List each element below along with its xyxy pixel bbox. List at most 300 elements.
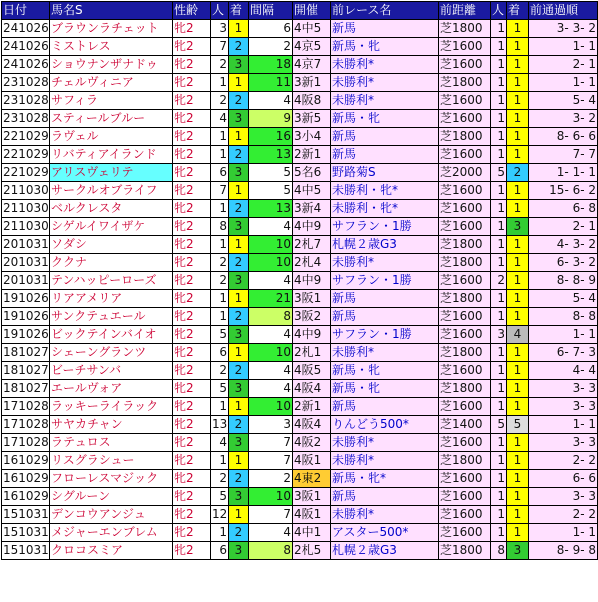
table-row bbox=[2, 290, 598, 308]
header-prev-race: 前レース名 bbox=[331, 2, 439, 20]
header-date: 日付 bbox=[2, 2, 50, 20]
cell-prev-race: サフラン・1勝 bbox=[331, 272, 439, 290]
cell-horse: シゲルイワイザケ bbox=[50, 218, 173, 236]
cell-interval: 3 bbox=[249, 416, 293, 434]
cell-prev-finish: 1 bbox=[507, 74, 529, 92]
cell-prev-race: 新馬 bbox=[331, 128, 439, 146]
cell-prev-passing: 1- 1- 1 bbox=[529, 164, 598, 182]
cell-meeting: 4中5 bbox=[293, 182, 331, 200]
cell-date: 181027 bbox=[2, 344, 50, 362]
cell-prev-race: 未勝利* bbox=[331, 92, 439, 110]
cell-finish: 1 bbox=[229, 398, 249, 416]
cell-horse: サヤカチャン bbox=[50, 416, 173, 434]
cell-horse: シグルーン bbox=[50, 488, 173, 506]
header-meeting: 開催 bbox=[293, 2, 331, 20]
cell-finish: 1 bbox=[229, 74, 249, 92]
table-row bbox=[2, 434, 598, 452]
cell-prev-passing: 4- 4 bbox=[529, 362, 598, 380]
cell-meeting: 4阪4 bbox=[293, 380, 331, 398]
cell-prev-popularity: 1 bbox=[491, 128, 507, 146]
cell-popularity: 1 bbox=[211, 452, 229, 470]
cell-date: 151031 bbox=[2, 524, 50, 542]
cell-prev-finish: 1 bbox=[507, 290, 529, 308]
cell-meeting: 3阪1 bbox=[293, 488, 331, 506]
cell-horse: テンハッピーローズ bbox=[50, 272, 173, 290]
cell-prev-race: 新馬・牝* bbox=[331, 470, 439, 488]
cell-date: 231028 bbox=[2, 92, 50, 110]
cell-prev-passing: 6- 6 bbox=[529, 470, 598, 488]
cell-prev-popularity: 1 bbox=[491, 218, 507, 236]
cell-meeting: 4京7 bbox=[293, 56, 331, 74]
cell-prev-popularity: 1 bbox=[491, 344, 507, 362]
cell-interval: 7 bbox=[249, 452, 293, 470]
table-row bbox=[2, 380, 598, 398]
cell-sex-age: 牝2 bbox=[173, 182, 211, 200]
cell-interval: 11 bbox=[249, 74, 293, 92]
cell-prev-popularity: 1 bbox=[491, 182, 507, 200]
cell-prev-race: アスター500* bbox=[331, 524, 439, 542]
cell-finish: 3 bbox=[229, 218, 249, 236]
cell-horse: ベルクレスタ bbox=[50, 200, 173, 218]
cell-meeting: 4京5 bbox=[293, 38, 331, 56]
cell-prev-passing: 3- 3 bbox=[529, 380, 598, 398]
table-row bbox=[2, 398, 598, 416]
cell-sex-age: 牝2 bbox=[173, 200, 211, 218]
header-horse: 馬名S bbox=[50, 2, 173, 20]
cell-prev-finish: 1 bbox=[507, 146, 529, 164]
cell-popularity: 4 bbox=[211, 434, 229, 452]
cell-meeting: 4阪2 bbox=[293, 434, 331, 452]
cell-horse: リスグラシュー bbox=[50, 452, 173, 470]
table-row bbox=[2, 236, 598, 254]
table-row bbox=[2, 470, 598, 488]
header-prev-distance: 前距離 bbox=[439, 2, 491, 20]
table-header bbox=[2, 2, 598, 20]
cell-date: 171028 bbox=[2, 434, 50, 452]
cell-prev-finish: 1 bbox=[507, 38, 529, 56]
cell-popularity: 1 bbox=[211, 128, 229, 146]
cell-horse: エールヴォア bbox=[50, 380, 173, 398]
cell-prev-passing: 3- 3 bbox=[529, 434, 598, 452]
cell-meeting: 4中9 bbox=[293, 272, 331, 290]
cell-popularity: 1 bbox=[211, 524, 229, 542]
cell-prev-distance: 芝1800 bbox=[439, 344, 491, 362]
table-row bbox=[2, 326, 598, 344]
table-row bbox=[2, 56, 598, 74]
cell-prev-popularity: 1 bbox=[491, 254, 507, 272]
cell-prev-distance: 芝1600 bbox=[439, 56, 491, 74]
cell-prev-distance: 芝1600 bbox=[439, 200, 491, 218]
table-row bbox=[2, 200, 598, 218]
cell-date: 161029 bbox=[2, 488, 50, 506]
cell-prev-popularity: 1 bbox=[491, 38, 507, 56]
cell-date: 211030 bbox=[2, 218, 50, 236]
cell-date: 221029 bbox=[2, 146, 50, 164]
cell-prev-race: サフラン・1勝 bbox=[331, 218, 439, 236]
header-finish: 着 bbox=[229, 2, 249, 20]
cell-sex-age: 牝2 bbox=[173, 344, 211, 362]
cell-prev-distance: 芝1600 bbox=[439, 272, 491, 290]
cell-prev-finish: 1 bbox=[507, 236, 529, 254]
cell-prev-race: 新馬 bbox=[331, 290, 439, 308]
cell-horse: ビーチサンバ bbox=[50, 362, 173, 380]
cell-prev-popularity: 1 bbox=[491, 398, 507, 416]
cell-interval: 6 bbox=[249, 20, 293, 38]
cell-prev-race: 未勝利* bbox=[331, 254, 439, 272]
cell-date: 241026 bbox=[2, 20, 50, 38]
cell-date: 211030 bbox=[2, 182, 50, 200]
cell-finish: 1 bbox=[229, 344, 249, 362]
cell-popularity: 4 bbox=[211, 110, 229, 128]
cell-prev-distance: 芝1600 bbox=[439, 506, 491, 524]
cell-finish: 1 bbox=[229, 236, 249, 254]
table-row bbox=[2, 218, 598, 236]
cell-prev-race: 新馬・牝 bbox=[331, 38, 439, 56]
cell-finish: 2 bbox=[229, 254, 249, 272]
cell-date: 221029 bbox=[2, 128, 50, 146]
cell-date: 211030 bbox=[2, 200, 50, 218]
cell-prev-passing: 1- 1 bbox=[529, 416, 598, 434]
cell-interval: 7 bbox=[249, 506, 293, 524]
cell-meeting: 4中5 bbox=[293, 20, 331, 38]
cell-prev-race: 札幌２歳G3 bbox=[331, 542, 439, 560]
cell-meeting: 4阪8 bbox=[293, 92, 331, 110]
cell-interval: 10 bbox=[249, 254, 293, 272]
cell-meeting: 4中9 bbox=[293, 218, 331, 236]
table-row bbox=[2, 416, 598, 434]
cell-interval: 4 bbox=[249, 380, 293, 398]
cell-prev-finish: 1 bbox=[507, 452, 529, 470]
cell-prev-finish: 1 bbox=[507, 200, 529, 218]
table-row bbox=[2, 182, 598, 200]
cell-prev-race: りんどう500* bbox=[331, 416, 439, 434]
table-row bbox=[2, 488, 598, 506]
cell-popularity: 1 bbox=[211, 200, 229, 218]
cell-sex-age: 牝2 bbox=[173, 362, 211, 380]
cell-meeting: 3小4 bbox=[293, 128, 331, 146]
cell-horse: チェルヴィニア bbox=[50, 74, 173, 92]
cell-prev-race: 新馬 bbox=[331, 146, 439, 164]
cell-popularity: 3 bbox=[211, 20, 229, 38]
cell-sex-age: 牝2 bbox=[173, 380, 211, 398]
table-row bbox=[2, 110, 598, 128]
cell-popularity: 2 bbox=[211, 362, 229, 380]
header-sex-age: 性齢 bbox=[173, 2, 211, 20]
cell-prev-distance: 芝2000 bbox=[439, 164, 491, 182]
cell-prev-finish: 1 bbox=[507, 488, 529, 506]
cell-prev-distance: 芝1800 bbox=[439, 290, 491, 308]
cell-popularity: 2 bbox=[211, 56, 229, 74]
cell-finish: 1 bbox=[229, 452, 249, 470]
cell-prev-passing: 8- 8- 9 bbox=[529, 272, 598, 290]
cell-meeting: 3新5 bbox=[293, 110, 331, 128]
cell-horse: ブラウンラチェット bbox=[50, 20, 173, 38]
cell-popularity: 2 bbox=[211, 92, 229, 110]
cell-popularity: 1 bbox=[211, 146, 229, 164]
cell-interval: 4 bbox=[249, 362, 293, 380]
cell-prev-distance: 芝1600 bbox=[439, 524, 491, 542]
cell-meeting: 4中9 bbox=[293, 326, 331, 344]
cell-horse: ミストレス bbox=[50, 38, 173, 56]
table-row bbox=[2, 272, 598, 290]
header-popularity: 人 bbox=[211, 2, 229, 20]
cell-prev-race: 未勝利* bbox=[331, 506, 439, 524]
cell-prev-distance: 芝1800 bbox=[439, 128, 491, 146]
cell-prev-race: 未勝利* bbox=[331, 434, 439, 452]
cell-date: 201031 bbox=[2, 236, 50, 254]
cell-sex-age: 牝2 bbox=[173, 110, 211, 128]
cell-prev-popularity: 5 bbox=[491, 164, 507, 182]
cell-sex-age: 牝2 bbox=[173, 74, 211, 92]
cell-prev-distance: 芝1800 bbox=[439, 20, 491, 38]
cell-popularity: 1 bbox=[211, 290, 229, 308]
cell-popularity: 6 bbox=[211, 164, 229, 182]
cell-prev-popularity: 1 bbox=[491, 56, 507, 74]
cell-prev-finish: 1 bbox=[507, 398, 529, 416]
cell-sex-age: 牝2 bbox=[173, 452, 211, 470]
table-row bbox=[2, 452, 598, 470]
table-row bbox=[2, 38, 598, 56]
cell-meeting: 4阪5 bbox=[293, 362, 331, 380]
cell-prev-popularity: 5 bbox=[491, 416, 507, 434]
cell-sex-age: 牝2 bbox=[173, 290, 211, 308]
cell-prev-passing: 6- 3- 2 bbox=[529, 254, 598, 272]
cell-prev-finish: 2 bbox=[507, 164, 529, 182]
cell-prev-race: 新馬 bbox=[331, 488, 439, 506]
cell-prev-popularity: 1 bbox=[491, 20, 507, 38]
cell-date: 161029 bbox=[2, 470, 50, 488]
cell-prev-finish: 1 bbox=[507, 344, 529, 362]
cell-interval: 8 bbox=[249, 308, 293, 326]
cell-prev-finish: 1 bbox=[507, 524, 529, 542]
cell-prev-distance: 芝1600 bbox=[439, 182, 491, 200]
cell-date: 181027 bbox=[2, 362, 50, 380]
cell-prev-race: 未勝利* bbox=[331, 452, 439, 470]
table-row bbox=[2, 542, 598, 560]
cell-interval: 10 bbox=[249, 236, 293, 254]
cell-date: 171028 bbox=[2, 398, 50, 416]
cell-horse: ショウナンザナドゥ bbox=[50, 56, 173, 74]
cell-meeting: 4中1 bbox=[293, 524, 331, 542]
cell-prev-finish: 1 bbox=[507, 380, 529, 398]
cell-prev-popularity: 1 bbox=[491, 380, 507, 398]
cell-horse: シェーングランツ bbox=[50, 344, 173, 362]
cell-prev-race: 札幌２歳G3 bbox=[331, 236, 439, 254]
cell-interval: 21 bbox=[249, 290, 293, 308]
cell-prev-distance: 芝1800 bbox=[439, 74, 491, 92]
cell-prev-finish: 1 bbox=[507, 92, 529, 110]
cell-prev-finish: 1 bbox=[507, 110, 529, 128]
cell-meeting: 2札5 bbox=[293, 542, 331, 560]
cell-prev-distance: 芝1400 bbox=[439, 416, 491, 434]
cell-prev-passing: 5- 4 bbox=[529, 92, 598, 110]
cell-prev-popularity: 1 bbox=[491, 146, 507, 164]
cell-prev-passing: 2- 2 bbox=[529, 452, 598, 470]
cell-meeting: 2新1 bbox=[293, 146, 331, 164]
cell-meeting: 4阪1 bbox=[293, 452, 331, 470]
cell-sex-age: 牝2 bbox=[173, 128, 211, 146]
cell-prev-finish: 1 bbox=[507, 470, 529, 488]
cell-sex-age: 牝2 bbox=[173, 38, 211, 56]
cell-prev-passing: 3- 3 bbox=[529, 488, 598, 506]
cell-prev-distance: 芝1600 bbox=[439, 38, 491, 56]
table-row bbox=[2, 20, 598, 38]
cell-prev-distance: 芝1600 bbox=[439, 146, 491, 164]
cell-prev-finish: 1 bbox=[507, 308, 529, 326]
cell-date: 191026 bbox=[2, 308, 50, 326]
cell-finish: 1 bbox=[229, 20, 249, 38]
cell-prev-popularity: 1 bbox=[491, 452, 507, 470]
cell-prev-race: 未勝利* bbox=[331, 344, 439, 362]
cell-meeting: 3阪1 bbox=[293, 290, 331, 308]
cell-popularity: 2 bbox=[211, 272, 229, 290]
cell-sex-age: 牝2 bbox=[173, 434, 211, 452]
cell-prev-popularity: 1 bbox=[491, 200, 507, 218]
cell-prev-race: 新馬・牝 bbox=[331, 380, 439, 398]
cell-prev-passing: 1- 1 bbox=[529, 38, 598, 56]
cell-sex-age: 牝2 bbox=[173, 506, 211, 524]
cell-prev-popularity: 8 bbox=[491, 542, 507, 560]
cell-interval: 5 bbox=[249, 182, 293, 200]
cell-date: 171028 bbox=[2, 416, 50, 434]
cell-prev-finish: 3 bbox=[507, 218, 529, 236]
cell-meeting: 2新1 bbox=[293, 398, 331, 416]
cell-popularity: 1 bbox=[211, 74, 229, 92]
cell-sex-age: 牝2 bbox=[173, 488, 211, 506]
cell-prev-popularity: 1 bbox=[491, 236, 507, 254]
cell-prev-distance: 芝1600 bbox=[439, 434, 491, 452]
cell-popularity: 1 bbox=[211, 236, 229, 254]
table-row bbox=[2, 74, 598, 92]
cell-prev-distance: 芝1600 bbox=[439, 398, 491, 416]
cell-prev-race: 野路菊S bbox=[331, 164, 439, 182]
cell-popularity: 5 bbox=[211, 488, 229, 506]
cell-date: 151031 bbox=[2, 542, 50, 560]
table-row bbox=[2, 146, 598, 164]
cell-prev-popularity: 1 bbox=[491, 110, 507, 128]
cell-interval: 13 bbox=[249, 200, 293, 218]
cell-prev-popularity: 1 bbox=[491, 92, 507, 110]
cell-sex-age: 牝2 bbox=[173, 524, 211, 542]
table-row bbox=[2, 128, 598, 146]
cell-prev-passing: 3- 3- 2 bbox=[529, 20, 598, 38]
cell-horse: ククナ bbox=[50, 254, 173, 272]
cell-prev-distance: 芝1600 bbox=[439, 92, 491, 110]
table-body bbox=[2, 20, 598, 560]
cell-interval: 4 bbox=[249, 92, 293, 110]
cell-meeting: 5名6 bbox=[293, 164, 331, 182]
cell-horse: ラテュロス bbox=[50, 434, 173, 452]
table-row bbox=[2, 506, 598, 524]
cell-sex-age: 牝2 bbox=[173, 398, 211, 416]
cell-prev-race: 未勝利* bbox=[331, 56, 439, 74]
cell-prev-passing: 15- 6- 2 bbox=[529, 182, 598, 200]
cell-prev-distance: 芝1600 bbox=[439, 362, 491, 380]
cell-popularity: 1 bbox=[211, 398, 229, 416]
cell-finish: 2 bbox=[229, 200, 249, 218]
cell-meeting: 4阪1 bbox=[293, 506, 331, 524]
cell-prev-popularity: 1 bbox=[491, 470, 507, 488]
cell-prev-finish: 3 bbox=[507, 542, 529, 560]
cell-prev-passing: 8- 9- 8 bbox=[529, 542, 598, 560]
cell-date: 161029 bbox=[2, 452, 50, 470]
header-prev-finish: 着 bbox=[507, 2, 529, 20]
cell-finish: 3 bbox=[229, 110, 249, 128]
cell-horse: ラッキーライラック bbox=[50, 398, 173, 416]
cell-prev-popularity: 1 bbox=[491, 506, 507, 524]
cell-interval: 18 bbox=[249, 56, 293, 74]
cell-date: 241026 bbox=[2, 56, 50, 74]
cell-date: 231028 bbox=[2, 74, 50, 92]
cell-prev-distance: 芝1600 bbox=[439, 308, 491, 326]
cell-sex-age: 牝2 bbox=[173, 416, 211, 434]
cell-sex-age: 牝2 bbox=[173, 218, 211, 236]
cell-sex-age: 牝2 bbox=[173, 164, 211, 182]
cell-popularity: 1 bbox=[211, 308, 229, 326]
cell-finish: 1 bbox=[229, 506, 249, 524]
cell-horse: リアアメリア bbox=[50, 290, 173, 308]
cell-horse: フローレスマジック bbox=[50, 470, 173, 488]
cell-prev-distance: 芝1800 bbox=[439, 236, 491, 254]
cell-prev-popularity: 2 bbox=[491, 272, 507, 290]
cell-finish: 3 bbox=[229, 272, 249, 290]
cell-interval: 4 bbox=[249, 272, 293, 290]
cell-prev-race: サフラン・1勝 bbox=[331, 326, 439, 344]
cell-prev-popularity: 1 bbox=[491, 434, 507, 452]
cell-horse: ラヴェル bbox=[50, 128, 173, 146]
cell-popularity: 12 bbox=[211, 506, 229, 524]
cell-finish: 3 bbox=[229, 380, 249, 398]
cell-prev-race: 未勝利・牝* bbox=[331, 200, 439, 218]
cell-horse: メジャーエンブレム bbox=[50, 524, 173, 542]
cell-horse: クロコスミア bbox=[50, 542, 173, 560]
cell-finish: 3 bbox=[229, 488, 249, 506]
cell-meeting: 2札7 bbox=[293, 236, 331, 254]
cell-finish: 3 bbox=[229, 326, 249, 344]
cell-popularity: 2 bbox=[211, 254, 229, 272]
cell-interval: 13 bbox=[249, 146, 293, 164]
cell-horse: アリスヴェリテ bbox=[50, 164, 173, 182]
cell-sex-age: 牝2 bbox=[173, 326, 211, 344]
cell-prev-distance: 芝1600 bbox=[439, 110, 491, 128]
cell-finish: 3 bbox=[229, 56, 249, 74]
cell-prev-passing: 2- 1 bbox=[529, 218, 598, 236]
cell-sex-age: 牝2 bbox=[173, 92, 211, 110]
table-row bbox=[2, 344, 598, 362]
cell-prev-finish: 1 bbox=[507, 128, 529, 146]
cell-meeting: 3新4 bbox=[293, 200, 331, 218]
cell-prev-passing: 2- 2 bbox=[529, 506, 598, 524]
cell-horse: ソダシ bbox=[50, 236, 173, 254]
cell-finish: 2 bbox=[229, 92, 249, 110]
cell-finish: 2 bbox=[229, 470, 249, 488]
cell-interval: 16 bbox=[249, 128, 293, 146]
cell-interval: 4 bbox=[249, 218, 293, 236]
cell-prev-distance: 芝1600 bbox=[439, 488, 491, 506]
cell-date: 241026 bbox=[2, 38, 50, 56]
cell-date: 181027 bbox=[2, 380, 50, 398]
cell-meeting: 3新1 bbox=[293, 74, 331, 92]
cell-prev-popularity: 1 bbox=[491, 74, 507, 92]
cell-prev-distance: 芝1600 bbox=[439, 326, 491, 344]
cell-sex-age: 牝2 bbox=[173, 236, 211, 254]
cell-finish: 2 bbox=[229, 524, 249, 542]
cell-prev-popularity: 1 bbox=[491, 308, 507, 326]
cell-interval: 10 bbox=[249, 398, 293, 416]
cell-prev-finish: 1 bbox=[507, 506, 529, 524]
cell-prev-passing: 1- 1 bbox=[529, 74, 598, 92]
cell-prev-distance: 芝1600 bbox=[439, 218, 491, 236]
